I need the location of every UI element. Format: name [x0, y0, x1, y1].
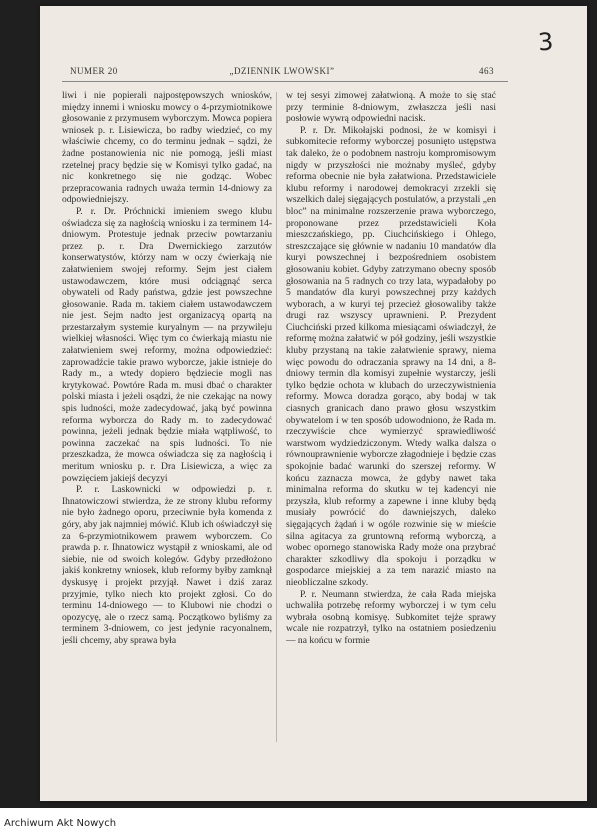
newspaper-title: „DZIENNIK LWOWSKI”	[229, 66, 335, 76]
paragraph: P. r. Dr. Mikołajski podnosi, że w komisyi i subkomitecie reformy wyborczej posunięto ustępstwa tak daleko, że o podobnem nastroju kompromisowym nigdy w przyszłości nie możnaby myśleć, gdyby reforma obecnie nie była załatwiona. Przedstawiciele klubu reformy i narodowej demokracyi zrzekli się wszelkich dalej sięgających postulatów, a przystali „en bloc” na minimalne rozszerzenie prawa wyborczego, proponowane przez przedstawicieli Koła mieszczańskiego, pp. Ciuchcińskiego i Ohlego, streszczające się głównie w nadaniu 10 mandatów dla kuryi powszechnej i bezpośredniem osobistem głosowaniu kobiet. Gdyby zatrzymano obecny sposób głosowania na 5 radnych co trzy lata, wypadałoby po 5 mandatów dla kuryi powszechnej przy każdych wyborach, a w kuryi tej przecież głosowaliby także drugi raz wszyscy uprawnieni. P. Prezydent Ciuchciński przed kilkoma miesiącami oświadczył, że reformę można załatwić w pół godziny, jeśli wszystkie kluby przystaną na takie załatwienie sprawy, niema więc powodu do odraczania sprawy na 14 dni, a 8-dniowy termin dla komisyi zupełnie wystarczy, jeśli tylko będzie ochota w klubach do urzeczywistnienia reformy. Mowca doradza gorąco, aby bodaj w tak ciasnych granicach dano prawo głosu wszystkim obywatelom i w ten sposób udowodniono, że Rada m. rzeczywiście chce wymierzyć sprawiedliwość warstwom wydziedziczonym. Wtedy walka dalsza o równouprawnienie wyborcze złagodnieje i będzie czas spokojnie badać warunki do szerszej reformy. W końcu zaznacza mowca, że gdyby nawet taka minimalna reforma do skutku w tej kadencyi nie przyszła, klub reformy a zapewne i inne kluby będą musiały powrócić do dawniejszych, daleko sięgających żądań i w ogóle rozwinie się w mieście silna agitacya za gruntowną reformą wyborczą, a wobec opornego stanowiska Rady może ona przybrać charakter szkodliwy dla spokoju i porządku w gospodarce miejskiej a za tem narazić miasto na nieobliczalne szkody.	[286, 124, 496, 588]
paragraph: P. r. Dr. Próchnicki imieniem swego klubu oświadcza się za nagłością wniosku i za terminem 14-dniowym. Protestuje jednak przeciw powtarzaniu przez p. r. Dra Dwernickiego zarzutów konserwatystów, którzy nam w oczy ćwierkają nie załatwieniem swojej reformy. Sejm jest ciałem ustawodawczem, które musi odciągnąć serca obywateli od Rady państwa, gdzie jest powszechne głosowanie. Rada m. takiem ciałem ustawodawczem nie jest. Sejm nadto jest organizacyą opartą na przestarzałym systemie kuryalnym — na przywileju wielkiej własności. Więc tym co ćwierkają miastu nie załatwieniem swej reformy, można odpowiedzieć: zaprowadźcie takie prawo wyborcze, jakie istnieje do Rady m., a wtedy dopiero będziecie mogli nas krytykować. Powtóre Rada m. musi dbać o charakter polski miasta i jeżeli osądzi, że nie czekając na nowy spis ludności, może zadecydować, jaką być powinna reforma wyborcza do Rady m. to zadecydować powinna, jeżeli jednak będzie miała wątpliwość, to powinna zaczekać na spis ludności. To nie przeszkadza, że mowca oświadcza się za nagłością i meritum wniosku p. r. Dra Lisiewicza, a więc za powzięciem jakiejś decyzyi	[62, 205, 272, 484]
archive-name: Archiwum Akt Nowych	[4, 818, 117, 829]
paragraph: P. r. Neumann stwierdza, że cała Rada miejska uchwaliła potrzebę reformy wyborczej i w tym celu wybrała osobną komisyę. Subkomitet tejże sprawy wcale nie rozpatrzył, tylko na ostatniem posiedzeniu — na końcu w formie	[286, 588, 496, 646]
text-column-left	[62, 90, 272, 750]
text-column-right	[286, 90, 496, 750]
paragraph: w tej sesyi zimowej załatwioną. A może to się stać przy terminie 8-dniowym, zwłaszcza jeśli nasi posłowie wywrą odpowiedni nacisk.	[286, 90, 496, 125]
handwritten-page-mark: 3	[537, 27, 555, 57]
issue-number: NUMER 20	[70, 66, 118, 76]
page-header	[70, 66, 494, 80]
page-number: 463	[479, 66, 494, 76]
header-rule	[62, 81, 508, 82]
column-divider	[276, 92, 277, 742]
paragraph: P. r. Laskownicki w odpowiedzi p. r. Ihnatowiczowi stwierdza, że ze strony klubu reformy nie było żadnego oporu, przeciwnie była komenda z góry, aby jak najmniej mówić. Klub ich oświadczył się za 6-przymiotnikowem prawem wyborczem. Co prawda p. r. Ihnatowicz wystąpił z wnioskami, ale od siebie, nie od swoich kolegów. Gdyby przedłożono jakiś konkretny wniosek, klub reformy byłby zamknął dyskusyę i projekt przyjął. Nawet i dziś zaraz przyjmie, tylko niech kto projekt zgłosi. Co do terminu 14-dniowego — to Klubowi nie chodzi o opozycyę, ale o rzecz samą. Początkowo byliśmy za terminem 3-dniowem, co jest jedynie racyonalnem, jeśli chcemy, aby sprawa była	[62, 484, 272, 646]
paragraph: liwi i nie popierali najpostępowszych wniosków, między innemi i wniosku mowcy o 4-przymiotnikowe głosowanie z przymusem wyborczym. Mowca popiera wniosek p. r. Lisiewicza, bo radby wiedzieć, co my właściwie chcemy, co do terminu jednak – sądzi, że żadne postanowienia nic nie pomogą, jeśli miast rzetelnej pracy będzie się w Komisyi tylko gadać, na nic konkretnego się nie godząc. Wobec przepracowania radnych uważa termin 14-dniowy za odpowiedniejszy.	[62, 90, 272, 206]
